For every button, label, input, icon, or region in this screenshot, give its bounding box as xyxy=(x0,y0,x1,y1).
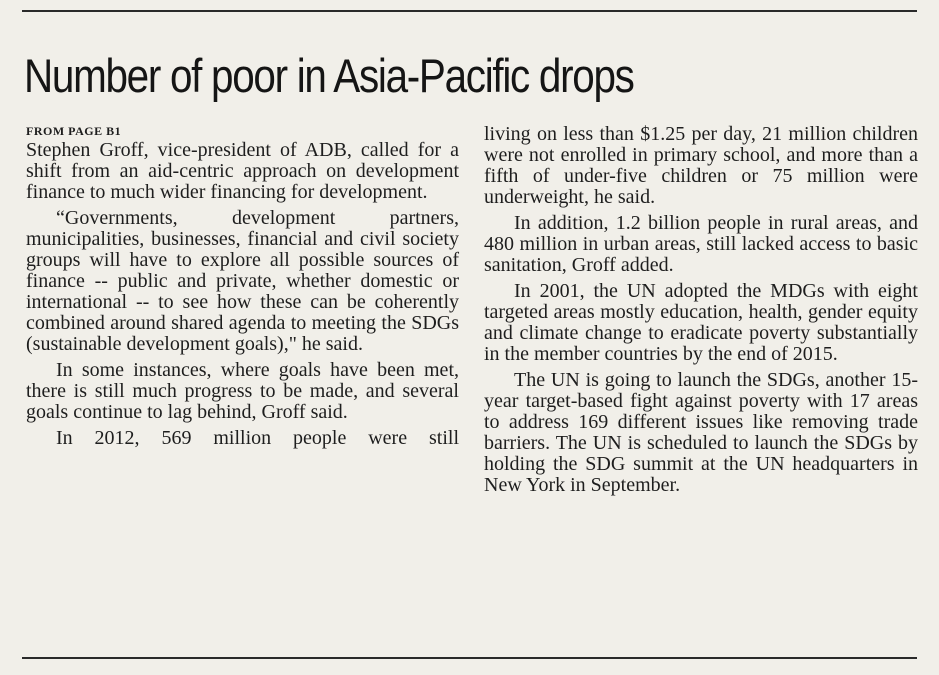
paragraph: In 2012, 569 million people were still xyxy=(56,427,459,449)
paragraph: The UN is going to launch the SDGs, another 15-year target-based fight against poverty with 17 areas to address 169 different issues like removing trade barriers. The UN is scheduled to launch the SDGs by holding the SDG summit at the UN headquarters in New York in September. xyxy=(484,369,918,496)
dateline: FROM PAGE B1 xyxy=(26,124,122,138)
paragraph: “Governments, development partners, municipalities, businesses, financial and civil society groups will have to explore all possible sources of finance -- public and private, whether domestic or international -- to see how these can be coherently combined around shared agenda to meeting the SDGs (sustainable development goals)," he said. xyxy=(26,207,459,355)
paragraph: Stephen Groff, vice-president of ADB, called for a shift from an aid-centric approach on development finance to much wider financing for development. xyxy=(26,139,459,203)
paragraph: living on less than $1.25 per day, 21 million children were not enrolled in primary school, and more than a fifth of under-five children or 75 million were underweight, he said. xyxy=(484,123,918,208)
paragraph: In some instances, where goals have been met, there is still much progress to be made, and several goals continue to lag behind, Groff said. xyxy=(26,359,459,423)
article-column-left xyxy=(26,124,459,449)
headline: Number of poor in Asia-Pacific drops xyxy=(24,49,634,102)
paragraph: In addition, 1.2 billion people in rural areas, and 480 million in urban areas, still lacked access to basic sanitation, Groff added. xyxy=(484,212,918,276)
article-column-right xyxy=(484,124,918,496)
paragraph: In 2001, the UN adopted the MDGs with eight targeted areas mostly education, health, gender equity and climate change to eradicate poverty substantially in the member countries by the end of 2015. xyxy=(484,280,918,365)
top-rule xyxy=(22,10,917,12)
bottom-rule xyxy=(22,657,917,659)
